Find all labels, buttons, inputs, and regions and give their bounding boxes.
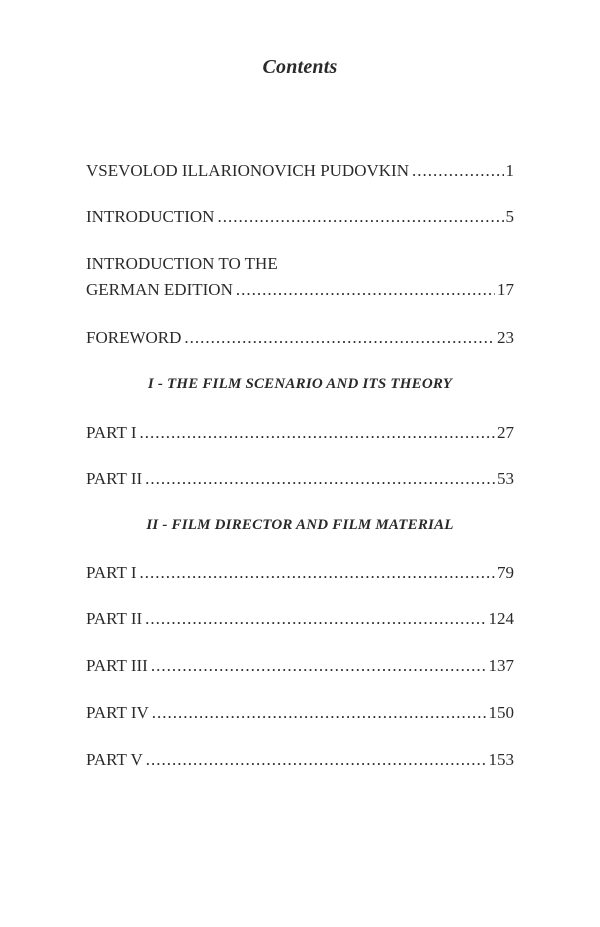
dot-leader xyxy=(412,158,504,184)
toc-entry-page: 23 xyxy=(497,328,514,347)
dot-leader xyxy=(236,277,495,303)
toc-entry-page: 137 xyxy=(488,656,514,675)
section-heading: I - THE FILM SCENARIO AND ITS THEORY xyxy=(147,376,453,392)
dot-leader xyxy=(184,325,495,351)
toc-entry[interactable] xyxy=(86,420,514,446)
toc-entry[interactable] xyxy=(86,251,514,303)
toc-entry-page: 79 xyxy=(497,563,514,582)
toc-entry-label: INTRODUCTION xyxy=(86,207,215,226)
toc-entry-page: 5 xyxy=(505,207,514,226)
toc-entry[interactable] xyxy=(86,700,514,726)
toc-entry-label: PART V xyxy=(86,750,143,769)
dot-leader xyxy=(139,420,495,446)
toc-entry-label: PART I xyxy=(86,423,137,442)
toc-entry-page: 27 xyxy=(497,423,514,442)
dot-leader xyxy=(139,560,495,586)
toc-entry[interactable] xyxy=(86,653,514,679)
toc-entry-page: 124 xyxy=(488,609,514,628)
dot-leader xyxy=(152,700,487,726)
toc-entry-label: PART III xyxy=(86,656,148,675)
toc-entry-label: PART IV xyxy=(86,703,149,722)
dot-leader xyxy=(151,653,487,679)
dot-leader xyxy=(146,747,487,773)
dot-leader xyxy=(145,466,495,492)
page-title: Contents xyxy=(262,56,338,78)
toc-entry-page: 1 xyxy=(505,161,514,180)
toc-entry[interactable] xyxy=(86,747,514,773)
toc-entry[interactable] xyxy=(86,325,514,351)
toc-entry-label: GERMAN EDITION xyxy=(86,280,233,299)
section-heading: II - FILM DIRECTOR AND FILM MATERIAL xyxy=(146,517,454,533)
toc-entry-page: 150 xyxy=(488,703,514,722)
toc-entry[interactable] xyxy=(86,606,514,632)
toc-entry-label-line1: INTRODUCTION TO THE xyxy=(86,254,278,273)
toc-entry-page: 153 xyxy=(488,750,514,769)
dot-leader xyxy=(145,606,486,632)
toc-entry-label: PART II xyxy=(86,469,143,488)
toc-entry[interactable] xyxy=(86,158,514,184)
toc-entry[interactable] xyxy=(86,560,514,586)
toc-entry-page: 17 xyxy=(497,280,514,299)
toc-entry-label: PART II xyxy=(86,609,143,628)
toc-entry-page: 53 xyxy=(497,469,514,488)
dot-leader xyxy=(217,204,503,230)
toc-entry-label: VSEVOLOD ILLARIONOVICH PUDOVKIN xyxy=(86,161,409,180)
toc-entry[interactable] xyxy=(86,204,514,230)
toc-entry-label: FOREWORD xyxy=(86,328,182,347)
toc-entry[interactable] xyxy=(86,466,514,492)
toc-entry-label: PART I xyxy=(86,563,137,582)
